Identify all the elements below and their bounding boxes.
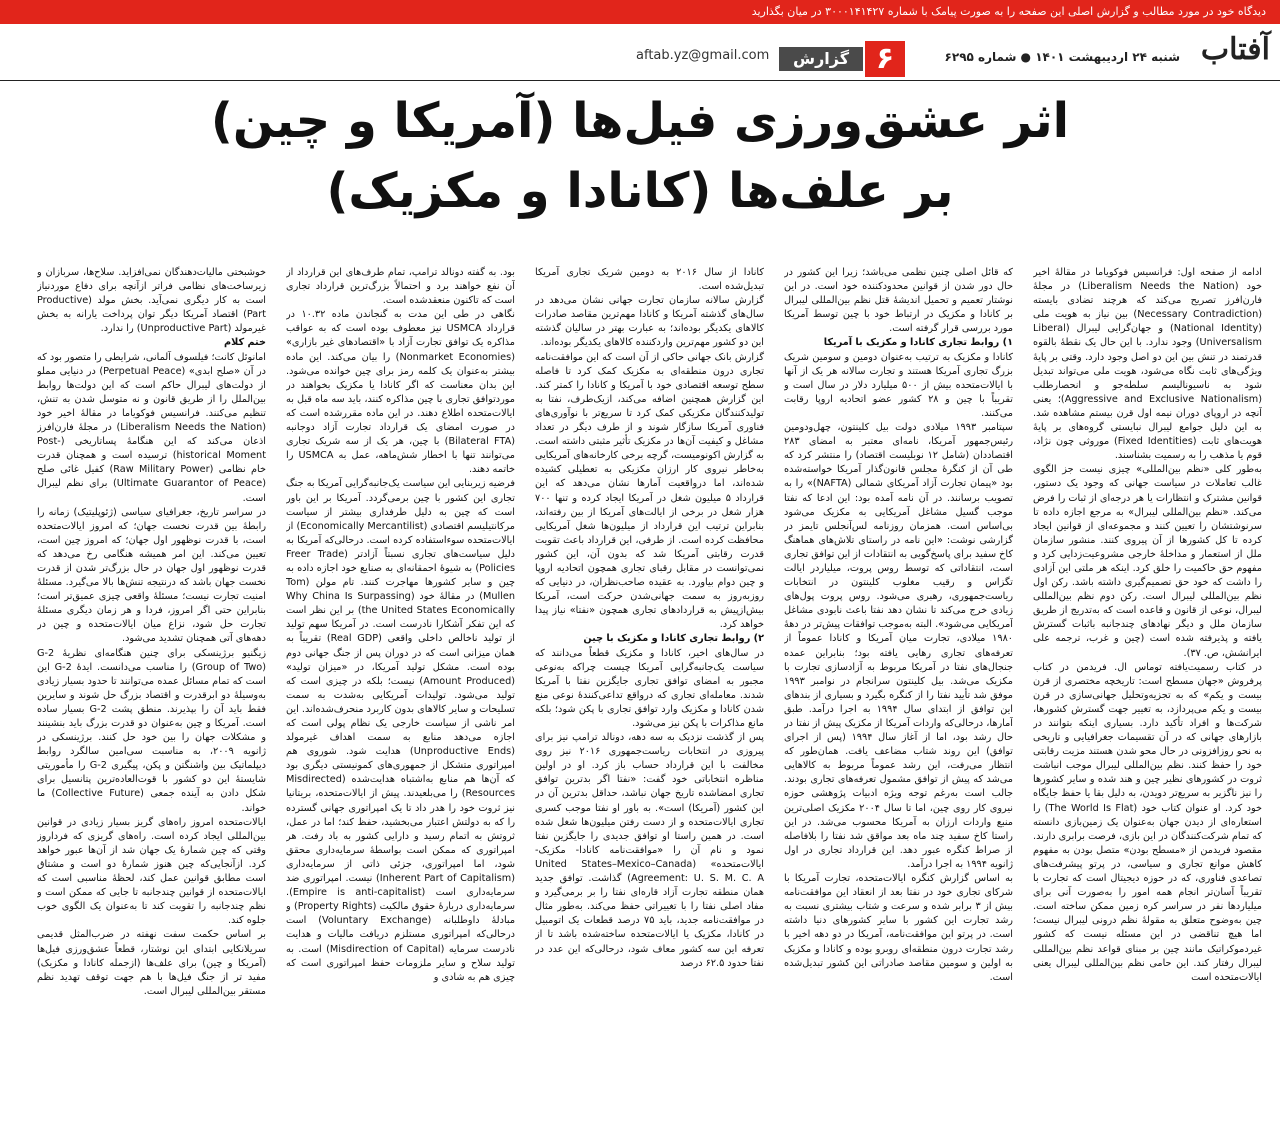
article-paragraph: ایالات‌متحده امروز راه‌های گریز بسیار زیادی در قوانین بین‌المللی ایجاد کرده است. راه‌های گریزی که فرداروز وقتی که چین شمارهٔ یک جهان شد از آن‌ها عبور خواهد کرد. ازآنجایی‌که چین هنوز شمارهٔ دو است و مشتاق است مطابق قوانین عمل کند، لحظهٔ مناسبی است که ایالات‌متحده از قوانین چندجانبه تا جایی که ممکن است و نظم چندجانبه را تقویت کند تا به‌عنوان یک الگوی خوب جلوه کند. <box>37 816 266 927</box>
article-paragraph: امانوئل کانت؛ فیلسوف آلمانی، شرایطی را متصور بود که در آن «صلح ابدی» (Perpetual Peace) در دنیایی مملو از دولت‌های لیبرال حاکم است که این دولت‌ها روابط بین‌الملل را از طریق قانون و نه متوسل شدن به تنش، تنظیم می‌کنند. فرانسیس فوکویاما در مقالهٔ اخیر خود (Liberalism Needs the Nation) در مجلهٔ فارن‌افرز اذعان می‌کند که این هنگامهٔ پساتاریخی (Post-historical Moment) ترسیده است و همچنان قدرت خام نظامی (Raw Military Power) کفیل غائی صلح (Ultimate Guarantor of Peace) برای نظم لیبرال است. <box>37 351 266 504</box>
article-paragraph: زیگنیو برژینسکی برای چنین هنگامه‌ای نظریهٔ G-2 (Group of Two) را مناسب می‌دانست. ایدهٔ G-2 این است که تمام مسائل عمده می‌توانند تا حدود بسیار زیادی به‌وسیلهٔ دو ابرقدرت و اقتصاد بزرگ حل شوند و سایرین فقط باید آن را بپذیرند. منطق پشت G-2 بسیار ساده است. آمریکا و چین به‌عنوان دو قدرت بزرگ باید بنشینند و مشکلات جهان را بین خود حل کنند. برژینسکی در ژانویه ۲۰۰۹، به مناسبت سی‌امین سالگرد روابط دیپلماتیک بین واشنگتن و پکن، پیگیری G-2 را مأموریتی شایستهٔ این دو کشور با قوت‌العاده‌ترین پتانسیل برای شکل دادن به آینده جمعی (Collective Future) ما خواند. <box>37 647 266 814</box>
section-subheading: ۱) روابط تجاری کانادا و مکزیک با آمریکا <box>823 337 1013 349</box>
issue-info: شنبه ۲۴ اردیبهشت ۱۴۰۱ ● شماره ۶۲۹۵ <box>944 50 1180 64</box>
top-banner <box>0 0 1280 24</box>
section-mark-icon: ۶ <box>865 41 905 77</box>
article-paragraph: ادامه از صفحه اول: فرانسیس فوکویاما در مقالهٔ اخیر خود (Liberalism Needs the Nation) در مجلهٔ فارن‌افرز تصریح می‌کند که هرچند تضادی بایسته (Necessary Contradiction) بین نیاز به هویت ملی (National Identity) و جهان‌گرایی لیبرال (Liberal Universalism) وجود ندارد. با این حال یک نقطهٔ بالقوه قدرتمند در تنش بین این دو اصل وجود دارد. وقتی بر پایهٔ ویژگی‌های ثابت نگاه می‌شود، هویت ملی می‌تواند تبدیل شود به ناسیونالیسم سلطه‌جو و انحصارطلب (Aggressive and Exclusive Nationalism)؛ یعنی آنچه در اروپای دوران نیمه اول قرن بیستم مشاهده شد. به این دلیل جوامع لیبرال نبایستی گروه‌های بر پایهٔ هویت‌های ثابت (Fixed Identities) موروثی چون نژاد، قوم یا مذهب را به رسمیت بشناسند. <box>1033 267 1262 462</box>
contact-email[interactable]: aftab.yz@gmail.com <box>636 48 770 63</box>
article-paragraph: خوشبختی مالیات‌دهندگان نمی‌افزاید. سلاح‌ها، سربازان و زیرساخت‌های نظامی فراتر ازآنچه برای دفاع موردنیاز است به کار دیگری نمی‌آید. بخش مولد (Productive Part) اقتصاد آمریکا دیگر توان پرداخت یارانه به بخش غیرمولد (Unproductive Part) را ندارد. <box>37 267 266 335</box>
article-paragraph: فرضیه زیربنایی این سیاست یک‌جانبه‌گرایی آمریکا به جنگ تجاری این کشور با چین برمی‌گردد. آمریکا بر این باور است که چین به دلیل طرفداری بیشتر از سیاست مرکانتیلیسم اقتصادی (Economically Mercantilist) از ایالات‌متحده سوءاستفاده کرده است. درحالی‌که آمریکا به دلیل سیاست‌های تجاری نسبتاً آزادتر (Freer Trade Policies) به شیوهٔ احمقانه‌ای به صنایع خود اجازه داده به چین و سایر کشورها مهاجرت کنند. تام مولن (Tom Mullen) در مقالهٔ خود (Why China Is Surpassing the United States Economically) بر این نظر است که این تفکر آشکارا نادرست است. در آمریکا سهم تولید از تولید ناخالص داخلی واقعی (Real GDP) تقریباً به همان میزانی است که در دوران پس از جنگ جهانی دوم بوده است. مشکل تولید آمریکا، در «میزان تولید» (Amount Produced) نیست؛ بلکه در چیزی است که تولید می‌شود. تولیدات آمریکایی به‌شدت به سمت تسلیحات و سایر کالاهای بدون کاربرد منحرف‌شده‌اند. این امر ناشی از سیاست خارجی یک نظام پولی است که اجازه می‌دهد منابع به سمت اهداف غیرمولد (Unproductive Ends) هدایت شود. شوروی هم امپراتوری متشکل از جمهوری‌های کمونیستی دیگری بود که آن‌ها هم منابع به‌اشتباه هدایت‌شده (Misdirected Resources) را می‌بلعیدند. پیش از ایالات‌متحده، بریتانیا نیز ثروت خود را هدر داد تا یک امپراتوری جهانی گسترده را که به دولتش اعتبار می‌بخشید، حفظ کند؛ اما در عمل، ثروتش به اتمام رسید و دارایی کشور به باد رفت. هر امپراتوری که ممکن است بواسطهٔ سرمایه‌داری محقق شود، اما امپراتوری، جزئی ذاتی از سرمایه‌داری (Inherent Part of Capitalism) نیست. امپراتوری ضد سرمایه‌داری است (Empire is anti-capitalist). سرمایه‌داری دربارهٔ حقوق مالکیت (Property Rights) و مبادلهٔ داوطلبانه (Voluntary Exchange) است درحالی‌که امپراتوری مستلزم دریافت مالیات و هدایت نادرست سرمایه (Misdirection of Capital) است. به تولید سلاح و سایر ملزومات حفظ امپراتوری است که چیزی هم به شادی و <box>286 478 515 983</box>
article-paragraph: سپتامبر ۱۹۹۳ میلادی دولت بیل کلینتون، چهل‌ودومین رئیس‌جمهور آمریکا، نامه‌ای معتبر به امضای ۲۸۳ اقتصاددان (شامل ۱۲ نوبلیست اقتصاد) را منتشر کرد که طی آن از کنگره‌ٔ مجلس قانون‌گذار آمریکا خواسته‌شده بود «پیمان تجارت آزاد آمریکای شمالی (NAFTA)» را به تصویب برسانند. در آن نامه آمده بود: این ادعا که نفتا موجب گسیل مشاغل آمریکایی به مکزیک می‌شود بی‌اساس است. همزمان روزنامه لس‌آنجلس تایمز در گزارشی نوشت: «این نامه در راستای تلاش‌های هماهنگ کاخ سفید برای پاسخ‌گویی به انتقادات از این توافق تجاری است، انتقاداتی که توسط روس پروت، میلیاردر ایالت تگزاس و رقیب مغلوب کلینتون در انتخابات ریاست‌جمهوری، رهبری می‌شود. روس پروت پول‌های زیادی خرج می‌کند تا نشان دهد نفتا باعث نابودی مشاغل آمریکایی می‌شود». البته به‌موجب توافقات پیش‌تر در دههٔ ۱۹۸۰ میلادی، تجارت میان آمریکا و کانادا عموماً از تعرفه‌های تجاری رهایی یافته بود؛ بنابراین عمده جنجال‌های نفتا در آمریکا مربوط به آزادسازی تجارت با مکزیک می‌شد. بیل کلینتون سرانجام در نوامبر ۱۹۹۳ موفق شد تأیید نفتا را از کنگره بگیرد و بسیاری از بندهای این توافق از ابتدای سال ۱۹۹۴ به اجرا درآمد. طبق آمارها، درحالی‌که واردات آمریکا از مکزیک پیش از نفتا در حال رشد بود، اما از آغاز سال ۱۹۹۴ (پس از اجرای توافق) این روند شتاب مضاعف یافت. همان‌طور که انتظار می‌رفت، این رشد عموماً مربوط به کالاهایی می‌شد که پیش از توافق مشمول تعرفه‌های تجاری بودند. جالب است به‌رغم توجه ویژه ادبیات پژوهشی حوزه نیروی کار روی چین، اما تا سال ۲۰۰۴ مکزیک اصلی‌ترین منبع واردات ارزان به آمریکا محسوب می‌شد. در این راستا کاخ سفید چند ماه بعد مواقق شد نفتا را بلافاصله از صراط کنگره عبور دهد. این قرارداد تجاری در اول ژانویه ۱۹۹۴ به اجرا درآمد. <box>784 422 1013 870</box>
article-paragraph: به‌طور کلی «نظم بین‌المللی» چیزی نیست جز الگوی غالب تعاملات در سیاست جهانی که وجود یک دستور، قوانین مشترک و انتظارات یا هر درجه‌ای از ثبات را فرض می‌کند. «نظم بین‌المللی لیبرال» به مرجع اجازه داده تا سرنوشتشان را تعیین کنند و مجموعه‌ای از قوانین ایجاد کرده تا کل کشورها از آن پیروی کنند. منشور سازمان ملل از استعمار و مداخلهٔ خارجی مشروعیت‌زدایی کرد و مفهوم حق حاکمیت را خلق کرد. اینکه هر ملتی این آزادی را داشت که خود حق تصمیم‌گیری داشته باشد. رکن اول نظم بین‌المللی لیبرال است. رکن دوم نظم بین‌المللی لیبرال، نوعی از قانون و قاعده است که به‌تدریج از طریق سازمان ملل و دیگر نهادهای چندجانبه باثبات گسترش یافته و پذیرفته شده است (چین و غرب، ترجمه علی ایرانشش، ص. ۳۷). <box>1033 464 1262 659</box>
article-paragraph: در سال‌های اخیر، کانادا و مکزیک قطعاً می‌دانند که سیاست یک‌جانبه‌گرایی آمریکا چیست چراکه به‌نوعی مجبور به امضای توافق تجاری جایگزین نفتا با آمریکا شدند. معامله‌ای تجاری که درواقع تداعی‌کنندهٔ نوعی منع شدن کانادا و مکزیک وارد توافق تجاری با پکن شود؛ بلکه مانع مذاکرات با پکن نیز می‌شود. <box>535 647 764 729</box>
top-banner-text: دیدگاه خود در مورد مطالب و گزارش اصلی این صفحه را به صورت پیامک با شماره ۳۰۰۰۱۴۱۴۲۷ در میان بگذارید <box>751 5 1266 18</box>
headline-line-1: اثر عشق‌ورزی فیل‌ها (آمریکا و چین) <box>210 93 1070 149</box>
section-label: گزارش <box>779 47 863 71</box>
article-paragraph: بود. به گفته دونالد ترامپ، تمام طرف‌های این قرارداد از آن نفع خواهند برد و احتمالاً بزرگ‌ترین قرارداد تجاری است که تاکنون منعقدشده است. <box>286 267 515 307</box>
article-paragraph: گزارش بانک جهانی حاکی از آن است که این موافقت‌نامه تجاری درون منطقه‌ای به مکزیک کمک کرد تا فاصله سطح توسعه اقتصادی خود با آمریکا و کانادا را کمتر کند. این گزارش همچنین اضافه می‌کند، ازیک‌طرف، نفتا به تولیدکنندگان مکزیکی کمک کرد تا سریع‌تر با نوآوری‌های فناوری آمریکا سازگار شوند و از طرف دیگر در تعداد مشاغل و کیفیت آن‌ها در مکزیک تأثیر مثبتی داشته است. به گزارش اکونومیست، گرچه برخی کارخانه‌های آمریکایی به‌خاطر نیروی کار ارزان مکزیکی به تعطیلی کشیده شده‌اند، اما درواقعیت آمارها نشان می‌دهد که این قرارداد ۵ میلیون شغل در آمریکا ایجاد کرده و تنها ۷۰۰ هزار شغل در برخی از ایالت‌های آمریکا از بین رفته‌اند، بنابراین ترتیب این قرارداد از میلیون‌ها شغل آمریکایی محافظت کرده است. از طرفی، این قرارداد باعث تقویت قدرت رقابتی آمریکا شد که بدون آن، این کشور نمی‌توانست در مقابل رقبای تجاری همچون اتحادیه اروپا و چین دوام بیاورد. به عقیده صاحب‌نظران، در دنیایی که روزبه‌روز به سمت جهانی‌شدن حرکت است، آمریکا بیش‌ازپیش به قراردادهای تجاری همچون «نفتا» نیاز پیدا خواهد کرد. <box>535 351 764 631</box>
article-paragraph: کانادا از سال ۲۰۱۶ به دومین شریک تجاری آمریکا تبدیل‌شده است. <box>535 267 764 293</box>
article-column-3 <box>535 266 764 1140</box>
article-column-1 <box>1033 266 1262 1140</box>
headline-line-2: بر علف‌ها (کانادا و مکزیک) <box>326 163 954 219</box>
article-paragraph: که قائل اصلی چنین نظمی می‌باشد؛ زیرا این کشور در حال دور شدن از قوانین محدودکننده خود است. در این نوشتار تعمیم و تحمیل اندیشهٔ قتل نظم بین‌المللی لیبرال بر کانادا و مکزیک در ارتباط خود با چین توسط آمریکا مورد بررسی قرار گرفته است. <box>784 267 1013 335</box>
section-subheading: ۲) روابط تجاری کانادا و مکزیک با چین <box>583 633 764 645</box>
article-column-2 <box>784 266 1013 1140</box>
article-paragraph: کانادا و مکزیک به ترتیب به‌عنوان دومین و سومین شریک بزرگ تجاری آمریکا هستند و تجارت سالانه هر یک از آنها با ایالات‌متحده بیش از ۵۰۰ میلیارد دلار در سال است و تقریباً با چین و ۲۸ کشور عضو اتحادیه اروپا رقابت می‌کنند. <box>784 351 1013 419</box>
article-columns <box>8 266 1272 1140</box>
section-header <box>775 41 905 77</box>
article-paragraph: گزارش سالانه سازمان تجارت جهانی نشان می‌دهد در سال‌های گذشته آمریکا و کانادا مهم‌ترین مقاصد صادرات کالاهای یکدیگر بوده‌اند؛ به عبارت بهتر در سالیان گذشته این دو کشور مهم‌ترین واردکننده کالاهای یکدیگر بوده‌اند. <box>535 295 764 349</box>
article-paragraph: نگاهی در طی این مدت به گنجاندن ماده ۱۰.۳۲ در قرارداد USMCA نیز معطوف بوده است که به عواقب مذاکره یک توافق تجارت آزاد با «اقتصادهای غیر بازاری» (Nonmarket Economies) را بیان می‌کند. این ماده بیشتر به‌عنوان یک کلمه رمز برای چین خوانده می‌شود. این بدان معناست که اگر کانادا یا مکزیک بخواهند در موردتوافق تجاری با چین مذاکره کنند، باید سه ماه قبل به ایالات‌متحده اطلاع دهند. در این ماده مقررشده است که در صورت امضای یک قرارداد تجارت آزاد دوجانبه (Bilateral FTA) با چین، هر یک از سه شریک تجاری می‌توانند تنها با اخطار شش‌ماهه، عمل به USMCA را خاتمه دهند. <box>286 309 515 476</box>
article-paragraph: در کتاب رسمیت‌یافته توماس ال. فریدمن در کتاب پرفروش «جهان مسطح است: تاریخچه مختصری از قرن بیست و یکم» که به تجزیه‌وتحلیل جهانی‌سازی در قرن بیست و یکم می‌پردازد، به تغییر جهت گسترش کشورها، شرکت‌ها و افراد تأکید دارد. بسیاری اینکه بتوانند در بازارهای جهانی که در آن تقسیمات جغرافیایی و تاریخی به نحو روزافزونی در حال محو شدن هستند مزیت رقابتی خود را حفظ کنند. نظم بین‌المللی لیبرال موجب انباشت ثروت در کشورهای نظیر چین و هند شده و سایر کشورها را نیز ناگزیر به سریع‌تر دویدن، به دلیل بقا یا حفظ جایگاه خود کرد. او عنوان کتاب خود (The World Is Flat) را استعاره‌ای از دیدن جهان به‌عنوان یک زمین‌بازی دانسته که تمام شرکت‌کنندگان در این بازی، فرصت برابری دارند. مقصود فریدمن از «مسطح بودن» متصل بودن به مفهوم کاهش موانع تجاری و سیاسی، در پرتو پیشرفت‌های تصاعدی فناوری، که در حوزه دیجیتال است که تجارت با تقریباً آسان‌تر انجام همه امور را به‌صورت آنی برای میلیاردها نفر در سراسر کره زمین ممکن ساخته است. چین به‌وضوح متعلق به مقولهٔ نظم درونی لیبرال نیست؛ اما هیچ تناقضی در این مسئله نیست که کشور غیردموکراتیک مانند چین بر مبنای قواعد نظم بین‌المللی لیبرال رفتار کند. این حامی نظم بین‌المللی لیبرال یعنی ایالات‌متحده است <box>1033 661 1262 983</box>
article-column-5 <box>37 266 266 1140</box>
article-paragraph: در سراسر تاریخ، جغرافیای سیاسی (ژئوپلیتیک) زمانه را رابطهٔ بین قدرت نخست جهان؛ که امروز ایالات‌متحده است، با قدرت نوظهور اول جهان؛ که امروز چین است، تعیین می‌کند. این امر همیشه هنگامی رخ می‌دهد که قدرت نوظهور اول جهان در حال بزرگ‌تر شدن از قدرت نخست جهان باشد که درنتیجه تنش‌ها بالا می‌گیرد. مسئلهٔ امنیت تجارت نیست؛ مسئلهٔ واقعی چیزی عمیق‌تر است؛ بنابراین حتی اگر امروز، فردا و هر زمان دیگری مسئلهٔ تجارت حل شود، نزاع میان ایالات‌متحده و چین در دهه‌های آتی همچنان تشدید می‌شود. <box>37 506 266 645</box>
article-column-4 <box>286 266 515 1140</box>
article-paragraph: پس از گذشت نزدیک به سه دهه، دونالد ترامپ نیز برای پیروزی در انتخابات ریاست‌جمهوری ۲۰۱۶ نیز روی مخالفت با این قرارداد حساب باز کرد. او در اولین مناظره انتخاباتی خود گفت: «نفتا اگر بدترین توافق تجاری امضاشده تاریخ جهان نباشد، حداقل بدترین آن در این کشور (آمریکا) است». به باور او نفتا موجب کسری تجاری ایالات‌متحده و از دست رفتن میلیون‌ها شغل شده است. در همین راستا او توافق جدیدی را جایگزین نفتا نمود و نام آن را «موافقت‌نامه کانادا- مکزیک- ایالات‌متحده» (United States–Mexico–Canada Agreement: U. S. M. C. A) گذاشت. توافق جدید همان منطقه تجارت آزاد قاره‌ای نفتا را بر برمی‌گیرد و مفاد اصلی نفتا را با تغییراتی حفظ می‌کند. به‌طور مثال در موافقت‌نامه جدید، باید ۷۵ درصد قطعات یک اتومبیل در کانادا، مکزیک یا ایالات‌متحده ساخته‌شده باشد تا از تعرفه این سه کشور معاف شود، درحالی‌که این عدد در نفتا حدود ۶۲.۵ درصد <box>535 732 764 969</box>
article-paragraph: بر اساس حکمت سفت نهفته در ضرب‌المثل قدیمی سریلانکایی ابتدای این نوشتار، قطعاً عشق‌ورزی فیل‌ها (آمریکا و چین) برای علف‌ها (ازجمله کانادا و مکزیک) مفید تر از جنگ فیل‌ها با هم جهت توقف تهدید نظم مستقر بین‌المللی لیبرال است. <box>37 929 266 997</box>
newspaper-logo: آفتاب <box>1200 32 1270 67</box>
article-paragraph: به اساس گزارش کنگره ایالات‌متحده، تجارت آمریکا با شرکای تجاری خود در نفتا بعد از انعقاد این موافقت‌نامه بیش از ۳ برابر شده و سرعت و شتاب بیشتری نسبت به رشد تجارت این کشور با سایر کشورهای دنیا داشته است. در پرتو این موافقت‌نامه، آمریکا در دو دهه اخیر با رشد تجارت درون منطقه‌ای روبرو بوده و کانادا و مکزیک به اولین و سومین مقاصد صادراتی این کشور تبدیل‌شده است. <box>784 873 1013 983</box>
section-subheading: ختم کلام <box>224 337 266 349</box>
article-headline <box>20 86 1260 266</box>
masthead <box>0 28 1280 81</box>
